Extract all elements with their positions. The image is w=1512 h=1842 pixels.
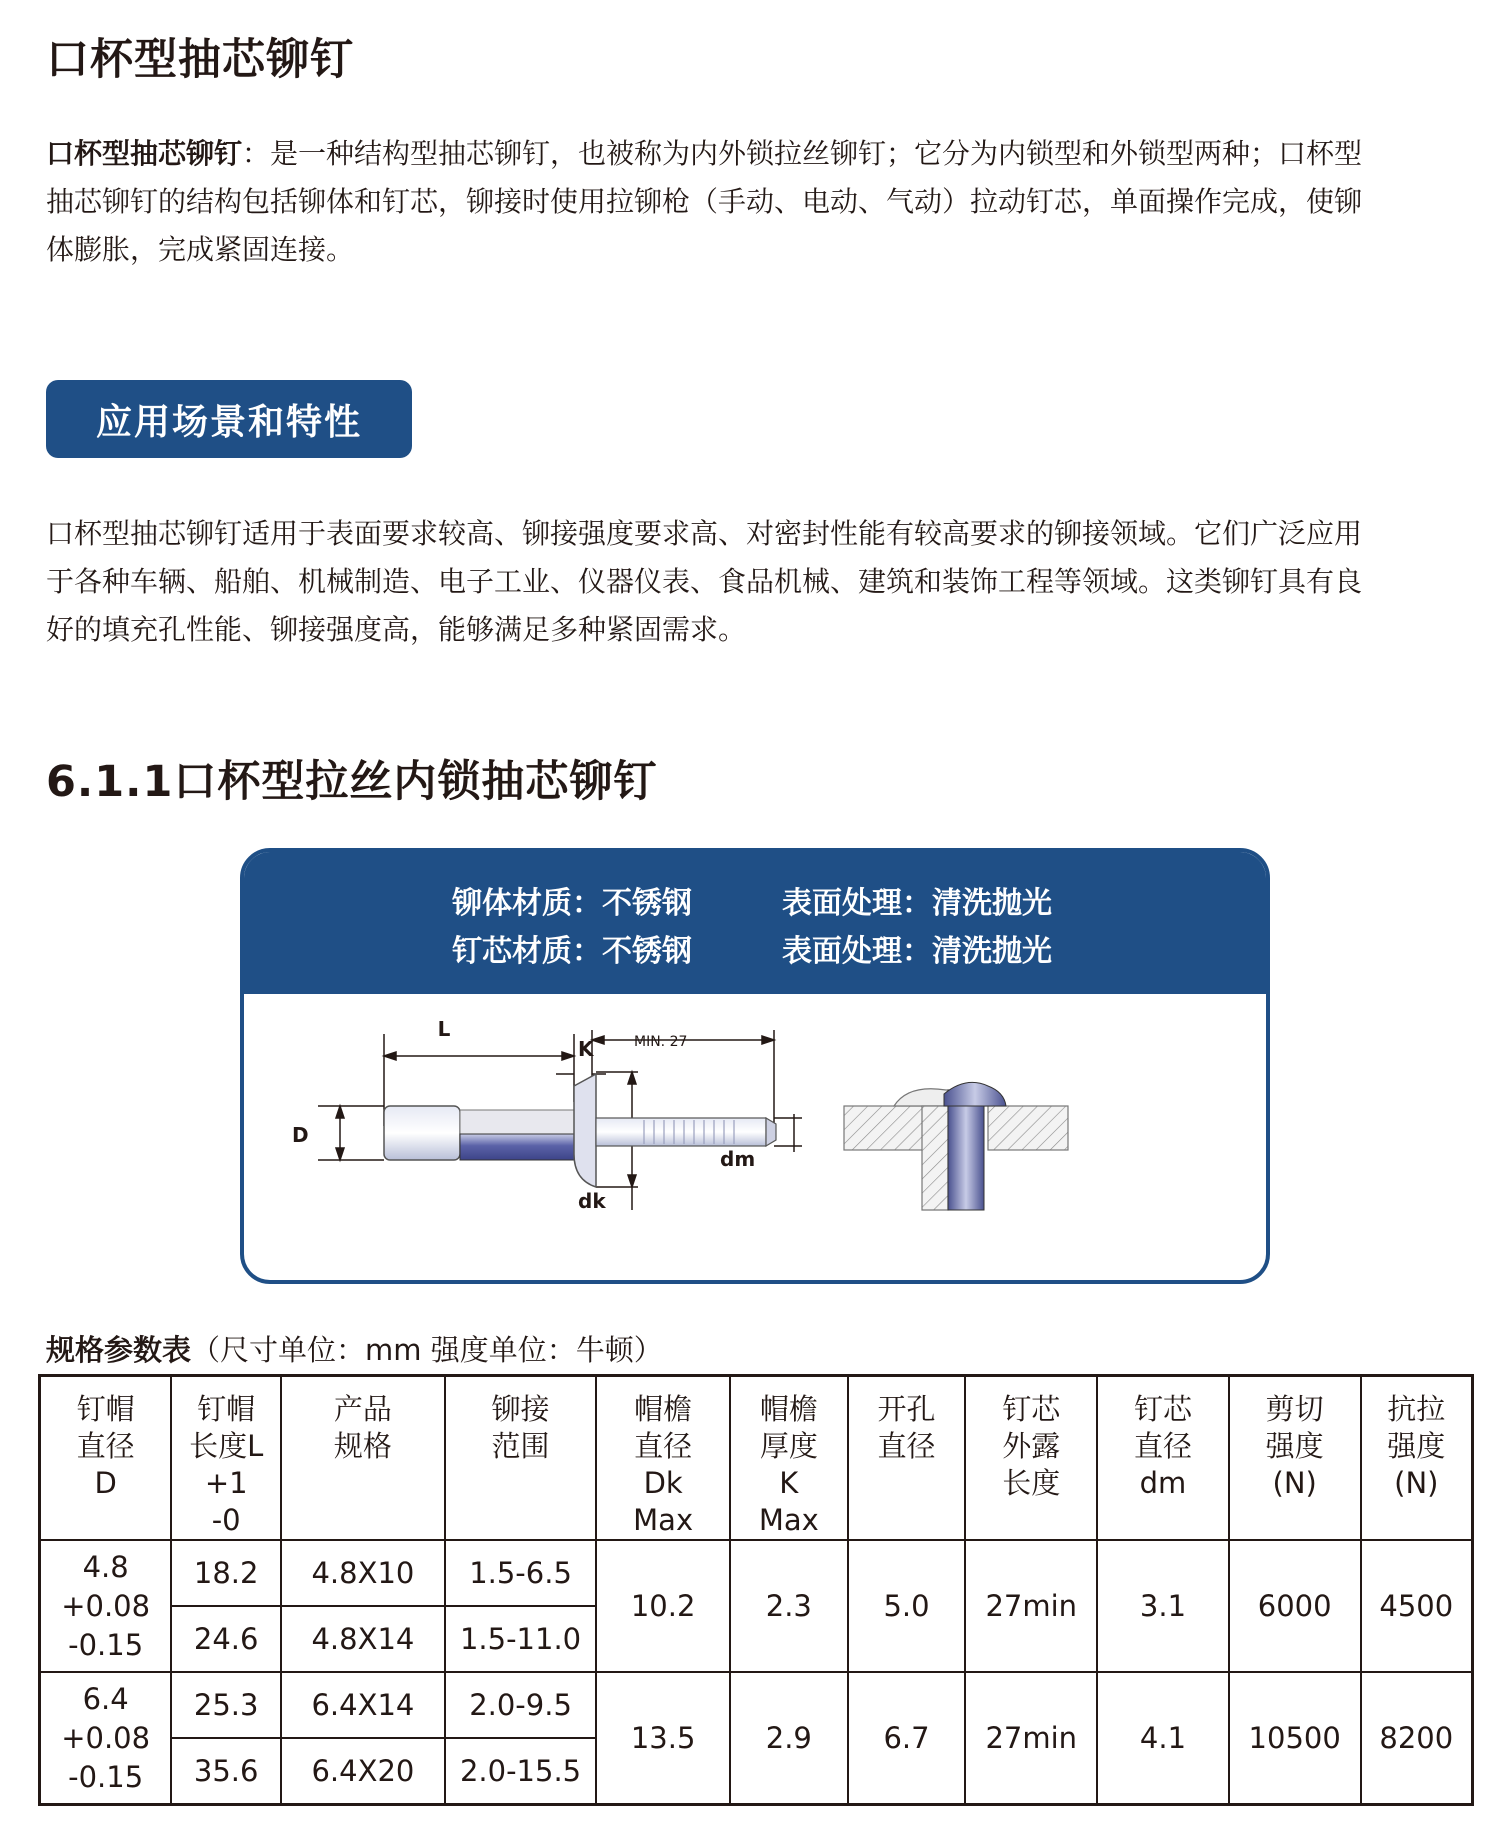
cell-length: 18.2 — [171, 1540, 281, 1606]
cell-dk: 10.2 — [596, 1540, 730, 1672]
header-exposed: 钉芯 外露 长度 — [965, 1376, 1097, 1541]
cell-range: 1.5-11.0 — [445, 1606, 597, 1672]
section-badge: 应用场景和特性 — [46, 380, 412, 458]
cell-hole: 5.0 — [848, 1540, 966, 1672]
cell-hole: 6.7 — [848, 1672, 966, 1805]
cell-k: 2.9 — [730, 1672, 848, 1805]
cell-length: 35.6 — [171, 1738, 281, 1805]
header-hole: 开孔 直径 — [848, 1376, 966, 1541]
header-tensile: 抗拉 强度 (N) — [1361, 1376, 1473, 1541]
header-dm: 钉芯 直径 dm — [1097, 1376, 1229, 1541]
cell-range: 2.0-9.5 — [445, 1672, 597, 1738]
cell-dm: 4.1 — [1097, 1672, 1229, 1805]
installed-cross-section — [844, 1082, 1068, 1210]
body-surface: 表面处理：清洗抛光 — [782, 886, 1052, 921]
product-card — [240, 848, 1270, 1284]
intro-term: 口杯型抽芯铆钉 — [46, 137, 243, 170]
table-header-row — [40, 1376, 1473, 1541]
body-material: 铆体材质：不锈钢 — [452, 886, 692, 921]
mandrel-surface: 表面处理：清洗抛光 — [782, 934, 1052, 969]
label-L: L — [437, 1017, 451, 1041]
cell-shear: 10500 — [1229, 1672, 1361, 1805]
cell-tensile: 4500 — [1361, 1540, 1473, 1672]
table-caption — [46, 1328, 663, 1369]
cell-d: 4.8 +0.08 -0.15 — [40, 1540, 172, 1672]
label-min-27: MIN. 27 — [634, 1034, 688, 1050]
cell-tensile: 8200 — [1361, 1672, 1473, 1805]
mandrel-material: 钉芯材质：不锈钢 — [452, 934, 692, 969]
intro-line: ：是一种结构型抽芯铆钉，也被称为内外锁拉丝铆钉；它分为内锁型和外锁型两种；口杯型 — [242, 137, 1363, 170]
header-k: 帽檐 厚度 K Max — [730, 1376, 848, 1541]
cell-spec: 6.4X14 — [281, 1672, 445, 1738]
cell-exposed: 27min — [965, 1672, 1097, 1805]
intro-line: 抽芯铆钉的结构包括铆体和钉芯，铆接时使用拉铆枪（手动、电动、气动）拉动钉芯，单面操作完成，使铆 — [46, 185, 1363, 218]
product-heading: 6.1.1口杯型拉丝内锁抽芯铆钉 — [46, 757, 658, 807]
label-dm: dm — [720, 1147, 756, 1171]
cell-spec: 4.8X14 — [281, 1606, 445, 1672]
cell-dm: 3.1 — [1097, 1540, 1229, 1672]
header-shear: 剪切 强度 (N) — [1229, 1376, 1361, 1541]
applications-line: 好的填充孔性能、铆接强度高，能够满足多种紧固需求。 — [46, 613, 747, 646]
spec-table — [38, 1374, 1474, 1806]
label-dk: dk — [578, 1189, 606, 1213]
cell-dk: 13.5 — [596, 1672, 730, 1805]
header-length: 钉帽 长度L +1 -0 — [171, 1376, 281, 1541]
label-K: K — [578, 1037, 594, 1061]
table-row — [40, 1540, 1473, 1606]
table-caption-bold: 规格参数表 — [46, 1333, 192, 1367]
header-dk: 帽檐 直径 Dk Max — [596, 1376, 730, 1541]
applications-paragraph — [46, 510, 1486, 654]
rivet-diagram — [244, 994, 1266, 1284]
table-row — [40, 1672, 1473, 1738]
materials-banner — [244, 852, 1266, 994]
intro-line: 体膨胀，完成紧固连接。 — [46, 233, 355, 266]
rivet-illustration — [384, 1074, 776, 1187]
cell-range: 1.5-6.5 — [445, 1540, 597, 1606]
cell-exposed: 27min — [965, 1540, 1097, 1672]
header-d: 钉帽 直径 D — [40, 1376, 172, 1541]
intro-paragraph — [46, 130, 1486, 274]
cell-length: 25.3 — [171, 1672, 281, 1738]
cell-shear: 6000 — [1229, 1540, 1361, 1672]
cell-range: 2.0-15.5 — [445, 1738, 597, 1805]
label-D: D — [292, 1123, 309, 1147]
table-caption-units: （尺寸单位：mm 强度单位：牛顿） — [191, 1333, 663, 1367]
cell-spec: 6.4X20 — [281, 1738, 445, 1805]
applications-line: 口杯型抽芯铆钉适用于表面要求较高、铆接强度要求高、对密封性能有较高要求的铆接领域。它们广泛应用 — [46, 517, 1363, 550]
cell-k: 2.3 — [730, 1540, 848, 1672]
cell-length: 24.6 — [171, 1606, 281, 1672]
header-spec: 产品 规格 — [281, 1376, 445, 1541]
page-title: 口杯型抽芯铆钉 — [46, 35, 354, 85]
cell-spec: 4.8X10 — [281, 1540, 445, 1606]
applications-line: 于各种车辆、船舶、机械制造、电子工业、仪器仪表、食品机械、建筑和装饰工程等领域。这类铆钉具有良 — [46, 565, 1363, 598]
header-range: 铆接 范围 — [445, 1376, 597, 1541]
cell-d: 6.4 +0.08 -0.15 — [40, 1672, 172, 1805]
